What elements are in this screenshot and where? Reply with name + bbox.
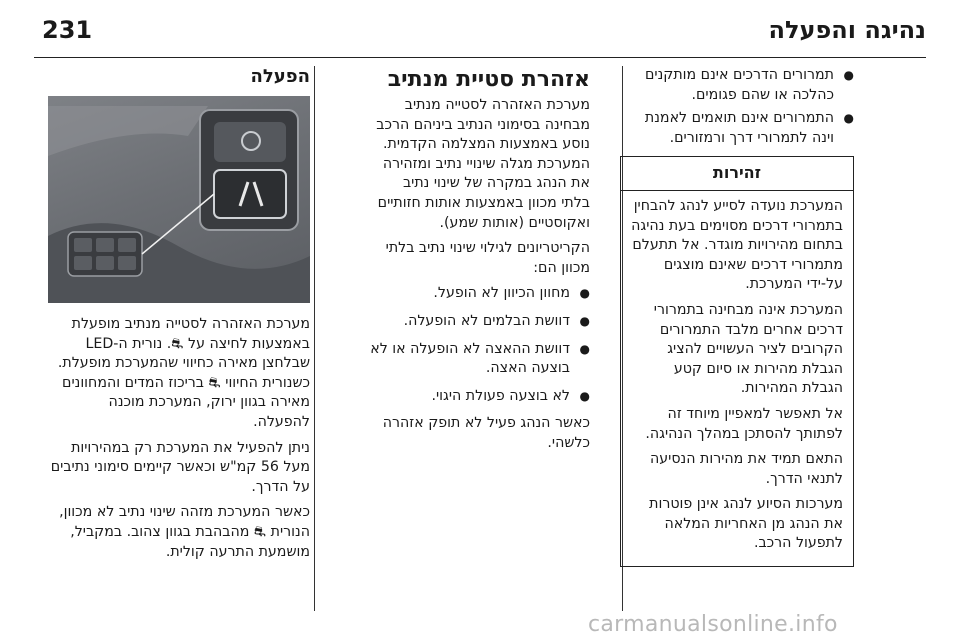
- criteria-intro: הקריטריונים לגילוי שינוי נתיב בלתי מכוון הם:: [385, 240, 590, 276]
- list-item: ● התמרורים אינם תואמים לאמנת וינה לתמרורי דרך ורמזורים.: [620, 109, 854, 148]
- warning-title: זהירות: [621, 157, 853, 191]
- warning-paragraph: אל תאפשר למאפיין מיוחד זה לפתותך להסתכן במהלך הנהיגה.: [645, 405, 843, 442]
- list-item: ● דוושת ההאצה לא הופעלה או לא בוצעה האצה.: [370, 340, 590, 379]
- left-column: [48, 66, 310, 568]
- warning-paragraph: המערכת אינה מבחינה בתמרורי דרכים אחרים מלבד התמרורים הקרובים לציר העשויים להציג הגבלת מהירות או סיום קטע הגבלת המהירות.: [653, 301, 843, 397]
- middle-column: [370, 66, 590, 460]
- watermark: carmanualsonline.info: [588, 612, 838, 637]
- warning-paragraph: התאם תמיד את מהירות הנסיעה לתנאי הדרך.: [650, 451, 843, 487]
- right-column: [620, 66, 854, 567]
- intro-paragraph: מערכת האזהרה לסטייה מנתיב מבחינה בסימוני הנתיב ביניהם הרכב נוסע באמצעות המצלמה הקדמית. המערכת מגלה שינויי נתיב ומזהירה את הנהג במקרה של שינוי נתיב בלתי מכוון באמצעות אותות חזותיים ואקוסטיים (אותות שמע).: [376, 97, 590, 231]
- list-item: ● לא בוצעה פעולת היגוי.: [370, 387, 590, 407]
- warning-box: [620, 156, 854, 567]
- column-divider-left: [314, 66, 315, 611]
- page-number: 231: [42, 16, 93, 44]
- page-title: נהיגה והפעלה: [768, 16, 926, 44]
- section-title: הפעלה: [250, 66, 310, 87]
- criteria-list: [370, 284, 590, 406]
- activation-paragraph: כאשר המערכת מזהה שינוי נתיב לא מכוון, הנורית ⛐ מהבהבת בגוון צהוב. במקביל, מושמעת התרעה קולית.: [59, 504, 310, 560]
- warning-paragraph: המערכת נועדה לסייע לנהג להבחין בתמרורי דרכים מסוימים בעת נהיגה בתחום מהירויות מוגדר. אל תתעלם מתמרורי דרכים שאינם מוצגים על-ידי המערכת.: [631, 197, 843, 293]
- warning-paragraph: מערכות הסיוע לנהג אינן פוטרות את הנהג מן האחריות המלאה לתפעול הרכב.: [649, 496, 843, 552]
- list-item: ● תמרורים הדרכים אינם מותקנים כהלכה או שהם פגומים.: [620, 66, 854, 105]
- list-item: ● מחוון הכיוון לא הופעל.: [370, 284, 590, 304]
- switch-panel-illustration: [48, 96, 310, 303]
- dashboard-switch-photo: [48, 96, 310, 303]
- header-divider: [34, 57, 926, 58]
- list-item: ● דוושת הבלמים לא הופעלה.: [370, 312, 590, 332]
- condition-list: [620, 66, 854, 148]
- activation-paragraph: מערכת האזהרה לסטייה מנתיב מופעלת באמצעות לחיצה על ⛐. נורית ה-LED שבלחצן מאירה כחיווי שהמערכת מופעלת. כשנורית החיווי ⛐ בריכוז המדים והמחוונים מאירה בגוון ירוק, המערכת מוכנה להפעלה.: [57, 316, 310, 430]
- activation-paragraph: ניתן להפעיל את המערכת רק במהירויות מעל 56 קמ"ש וכאשר קיימים סימוני נתיבים על הדרך.: [50, 439, 310, 495]
- page-header: [0, 0, 960, 58]
- closing-paragraph: כאשר הנהג פעיל לא תופק אזהרה כלשהי.: [382, 415, 590, 451]
- warning-body: [621, 191, 853, 566]
- section-title: אזהרת סטיית מנתיב: [387, 67, 590, 92]
